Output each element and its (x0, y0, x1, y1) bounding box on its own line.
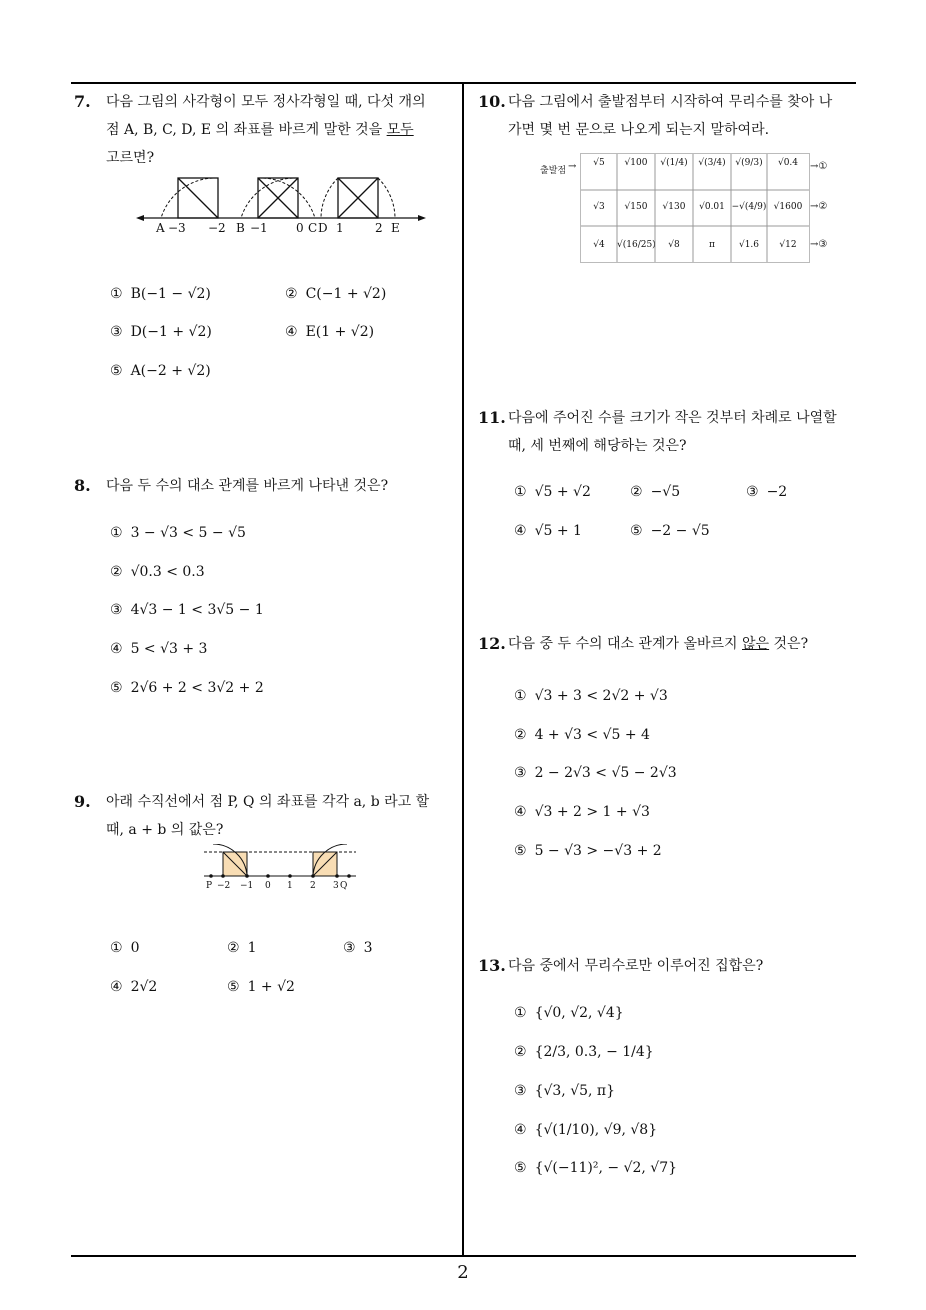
q11-option-2[interactable]: ② −√5 (630, 484, 681, 500)
q7-option-1[interactable]: ① B(−1 − √2) (110, 286, 211, 302)
q8-option-5[interactable]: ⑤ 2√6 + 2 < 3√2 + 2 (110, 680, 264, 696)
question-number: 12. (478, 634, 506, 653)
q9-option-4[interactable]: ④ 2√2 (110, 979, 158, 995)
maze-cell: √0.4 (777, 158, 799, 168)
maze-cell: −√(4/9) (731, 202, 767, 212)
page-number: 2 (457, 1262, 469, 1283)
q13-option-2[interactable]: ② {2/3, 0.3̇, − 1/4} (514, 1044, 654, 1060)
maze-cell: √0.01 (699, 202, 725, 212)
q7-option-5[interactable]: ⑤ A(−2 + √2) (110, 363, 211, 379)
axis-label-neg3: −3 (168, 221, 186, 235)
maze-cell: √12 (779, 240, 797, 250)
maze-exit-2: →② (810, 201, 828, 212)
maze-walls (581, 154, 809, 262)
question-number: 10. (478, 92, 506, 111)
q12-option-2[interactable]: ② 4 + √3 < √5 + 4 (514, 727, 650, 743)
maze-cell: √130 (662, 202, 686, 212)
question-text: 다음 그림에서 출발점부터 시작하여 무리수를 찾아 나 가면 몇 번 문으로 나오게 되는지 말하여라. (508, 94, 833, 138)
question-12 (478, 630, 863, 658)
q9-number-line-figure (200, 844, 360, 892)
q11-option-4[interactable]: ④ √5 + 1 (514, 523, 582, 539)
q13-option-5[interactable]: ⑤ {√(−11)², − √2, √7} (514, 1160, 678, 1176)
maze-cell: √5 (593, 158, 605, 168)
q7-option-4[interactable]: ④ E(1 + √2) (285, 324, 375, 340)
question-text: 다음 그림의 사각형이 모두 정사각형일 때, 다섯 개의 점 A, B, C, D, E 의 좌표를 바르게 말한 것을 모두 고르면? (106, 94, 426, 166)
q11-option-3[interactable]: ③ −2 (746, 484, 788, 500)
axis-label-neg2: −2 (208, 221, 226, 235)
q8-option-4[interactable]: ④ 5 < √3 + 3 (110, 641, 208, 657)
axis-label-P: P (206, 881, 213, 891)
maze-cell: √150 (624, 202, 648, 212)
question-text: 다음 중 두 수의 대소 관계가 올바르지 않은 것은? (508, 636, 809, 652)
maze-cell: √(1/4) (660, 158, 688, 168)
q13-option-3[interactable]: ③ {√3, √5, π} (514, 1083, 616, 1099)
q8-option-2[interactable]: ② √0.3 < 0.3 (110, 564, 205, 580)
axis-label-1: 1 (336, 221, 344, 235)
q12-option-3[interactable]: ③ 2 − 2√3 < √5 − 2√3 (514, 765, 677, 781)
question-text: 다음 두 수의 대소 관계를 바르게 나타낸 것은? (106, 478, 389, 494)
question-9 (74, 788, 458, 844)
question-number: 8. (74, 476, 91, 495)
question-7 (74, 88, 458, 172)
maze-cell: √1600 (773, 202, 803, 212)
q13-option-4[interactable]: ④ {√(1/10), √9, √8} (514, 1122, 658, 1138)
maze-grid (580, 153, 810, 263)
question-text: 다음에 주어진 수를 크기가 작은 것부터 차례로 나열할 때, 세 번째에 해당하는 것은? (508, 410, 837, 454)
axis-label-A: A (156, 221, 165, 235)
maze-cell: √4 (593, 240, 605, 250)
question-13 (478, 952, 863, 980)
question-number: 11. (478, 408, 506, 427)
axis-label-Q: Q (340, 881, 348, 891)
maze-exit-1: →① (810, 161, 828, 172)
axis-label-C: C (308, 221, 318, 235)
question-11 (478, 404, 863, 460)
maze-start-arrow: → (568, 161, 577, 172)
column-divider (462, 82, 464, 1257)
maze-cell: √(9/3) (735, 158, 763, 168)
maze-cell: √(3/4) (698, 158, 726, 168)
q10-maze-figure (540, 153, 828, 263)
axis-label-0: 0 (265, 881, 271, 891)
question-number: 13. (478, 956, 506, 975)
q9-option-5[interactable]: ⑤ 1 + √2 (227, 979, 295, 995)
q9-option-3[interactable]: ③ 3 (343, 940, 373, 956)
axis-label-E: E (391, 221, 400, 235)
q12-option-4[interactable]: ④ √3 + 2 > 1 + √3 (514, 804, 650, 820)
question-number: 7. (74, 92, 91, 111)
q9-option-2[interactable]: ② 1 (227, 940, 257, 956)
maze-cell: √(16/25) (617, 240, 656, 250)
axis-label-3: 3 (333, 881, 339, 891)
maze-cell: √3 (593, 202, 605, 212)
q7-option-2[interactable]: ② C(−1 + √2) (285, 286, 387, 302)
axis-label-2: 2 (310, 881, 316, 891)
q8-option-3[interactable]: ③ 4√3 − 1 < 3√5 − 1 (110, 602, 264, 618)
maze-cell: √1.6 (738, 240, 760, 250)
maze-cell: √8 (668, 240, 680, 250)
q11-option-1[interactable]: ① √5 + √2 (514, 484, 591, 500)
question-number: 9. (74, 792, 91, 811)
q13-option-1[interactable]: ① {√0, √2, √4} (514, 1005, 624, 1021)
bottom-rule (71, 1255, 856, 1257)
q12-option-1[interactable]: ① √3 + 3 < 2√2 + √3 (514, 688, 668, 704)
axis-label-neg1: −1 (240, 881, 254, 891)
axis-label-0: 0 (296, 221, 304, 235)
question-8 (74, 472, 458, 500)
axis-label-neg1: −1 (250, 221, 268, 235)
q11-option-5[interactable]: ⑤ −2 − √5 (630, 523, 710, 539)
axis-label-D: D (318, 221, 328, 235)
maze-cell: √100 (624, 158, 648, 168)
q9-option-1[interactable]: ① 0 (110, 940, 140, 956)
axis-label-neg2: −2 (217, 881, 231, 891)
question-text: 다음 중에서 무리수로만 이루어진 집합은? (508, 958, 764, 974)
q7-number-line-figure (136, 170, 426, 240)
q12-option-5[interactable]: ⑤ 5 − √3 > −√3 + 2 (514, 843, 662, 859)
q8-option-1[interactable]: ① 3 − √3 < 5 − √5 (110, 525, 246, 541)
maze-start-label: 출발점 (540, 166, 567, 176)
axis-label-2: 2 (375, 221, 383, 235)
question-10 (478, 88, 863, 144)
maze-exit-3: →③ (810, 239, 828, 250)
axis-label-1: 1 (287, 881, 293, 891)
axis-label-B: B (236, 221, 245, 235)
q7-option-3[interactable]: ③ D(−1 + √2) (110, 324, 212, 340)
maze-cell: π (709, 240, 715, 250)
question-text: 아래 수직선에서 점 P, Q 의 좌표를 각각 a, b 라고 할 때, a + b 의 값은? (106, 794, 430, 838)
